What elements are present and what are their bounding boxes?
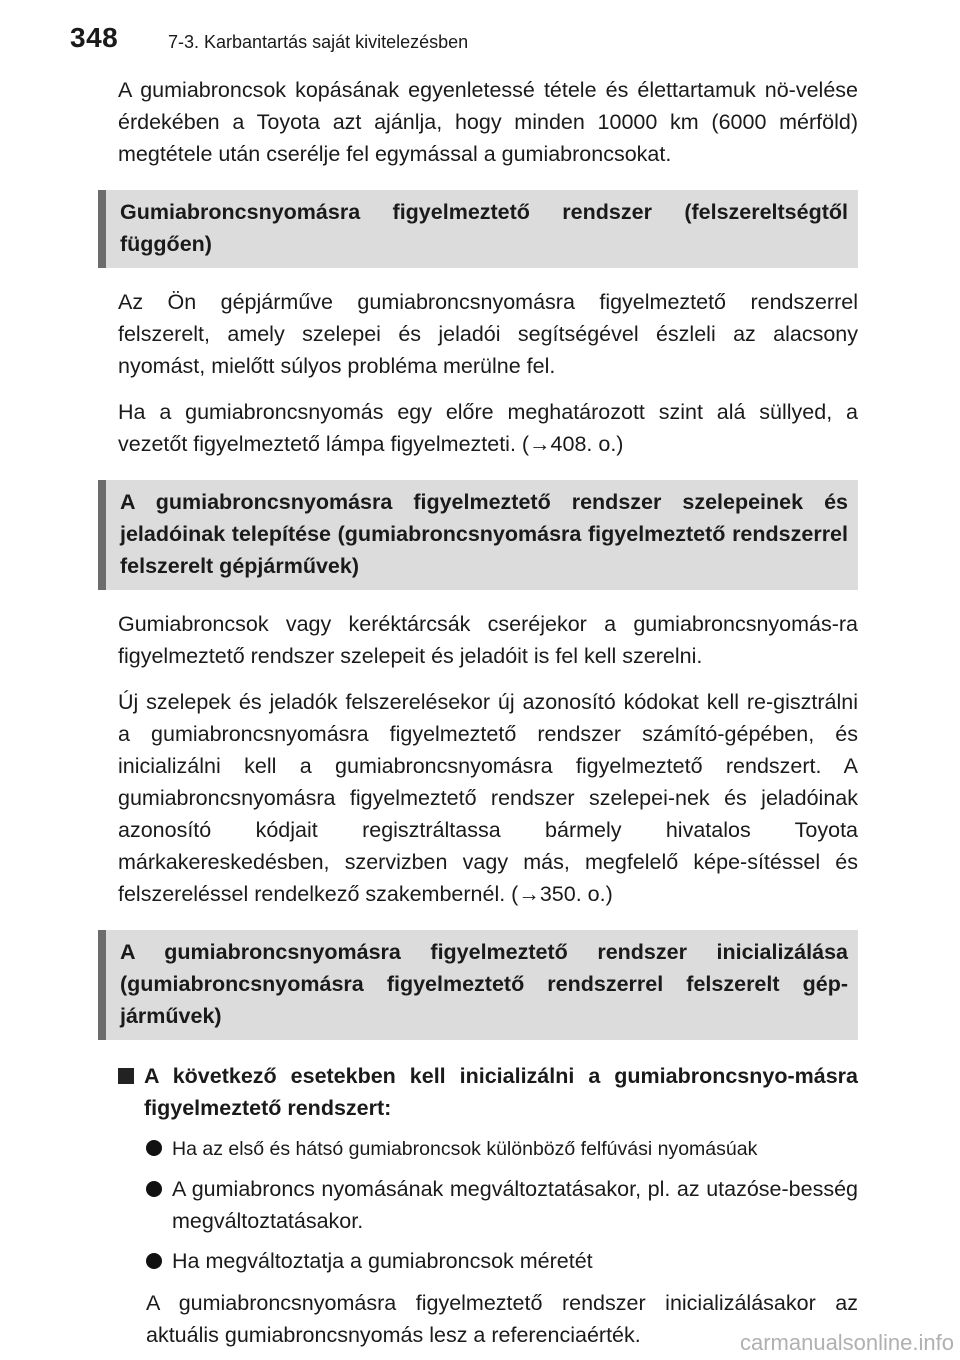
section1-paragraph-1: Az Ön gépjárműve gumiabroncsnyomásra figyelmeztető rendszerrel felszerelt, amely szelepei és jeladói segítségével észleli az alacsony nyomást, mielőtt súlyos probléma merülne fel. xyxy=(118,290,858,378)
section1-heading: Gumiabroncsnyomásra figyelmeztető rendszer (felszereltségtől függően) xyxy=(98,190,858,268)
bullet-list xyxy=(98,1132,858,1277)
section2-paragraph-2: Új szelepek és jeladók felszerelésekor új azonosító kódokat kell re-gisztrálni a gumiabroncsnyomásra figyelmeztető rendszer számító-gépében, és inicializálni kell a gumiabroncsnyomásra figyelmeztető rendszert. A gumiabroncsnyomásra figyelmeztető rendszer szelepei-nek és jeladóinak azonosító kódjait regisztráltassa bármely hivatalos Toyota márkakereskedésben, szervizben vagy más, megfelelő képe-sítéssel és felszereléssel rendelkező szakembernél. (→350. o.) xyxy=(118,690,858,906)
intro-paragraph: A gumiabroncsok kopásának egyenletessé tétele és élettartamuk nö-velése érdekében a Toyota azt ajánlja, hogy minden 10000 km (6000 mérföld) megtétele után cserélje fel egymással a gumiabroncsokat. xyxy=(118,78,858,166)
section1-paragraph-2: Ha a gumiabroncsnyomás egy előre meghatározott szint alá süllyed, a vezetőt figyelmeztető lámpa figyelmezteti. (→408. o.) xyxy=(118,400,858,456)
section2-paragraph-1: Gumiabroncsok vagy keréktárcsák cseréjekor a gumiabroncsnyomás-ra figyelmeztető rendszer szelepeit és jeladóit is fel kell szerelni. xyxy=(118,612,858,668)
section3-subheading xyxy=(118,1060,858,1124)
section3-subheading-text: A következő esetekben kell inicializálni a gumiabroncsnyo-másra figyelmeztető rendszert: xyxy=(144,1064,858,1120)
circle-bullet-icon xyxy=(146,1253,162,1269)
circle-bullet-icon xyxy=(146,1181,162,1197)
list-item-text: Ha az első és hátsó gumiabroncsok különböző felfúvási nyomásúak xyxy=(172,1138,758,1160)
list-item xyxy=(146,1245,858,1277)
section3-closing-paragraph: A gumiabroncsnyomásra figyelmeztető rendszer inicializálásakor az aktuális gumiabroncsnyomás lesz a referenciaérték. xyxy=(146,1291,858,1347)
list-item xyxy=(146,1132,858,1165)
page-number: 348 xyxy=(70,22,119,53)
section-title: 7-3. Karbantartás saját kivitelezésben xyxy=(168,32,469,52)
section3-heading: A gumiabroncsnyomásra figyelmeztető rendszer inicializálása (gumiabroncsnyomásra figyelmeztető rendszerrel felszerelt gép-járművek) xyxy=(98,930,858,1040)
watermark: carmanualsonline.info xyxy=(739,1330,954,1355)
circle-bullet-icon xyxy=(146,1140,162,1156)
section2-heading: A gumiabroncsnyomásra figyelmeztető rendszer szelepeinek és jeladóinak telepítése (gumiabroncsnyomásra figyelmeztető rendszerrel felszerelt gépjárművek) xyxy=(98,480,858,590)
list-item-text: A gumiabroncs nyomásának megváltoztatásakor, pl. az utazóse-besség megváltoztatásakor. xyxy=(172,1177,858,1233)
page-content xyxy=(98,74,858,1351)
list-item xyxy=(146,1173,858,1237)
square-bullet-icon xyxy=(118,1068,134,1084)
list-item-text: Ha megváltoztatja a gumiabroncsok méretét xyxy=(172,1249,593,1273)
